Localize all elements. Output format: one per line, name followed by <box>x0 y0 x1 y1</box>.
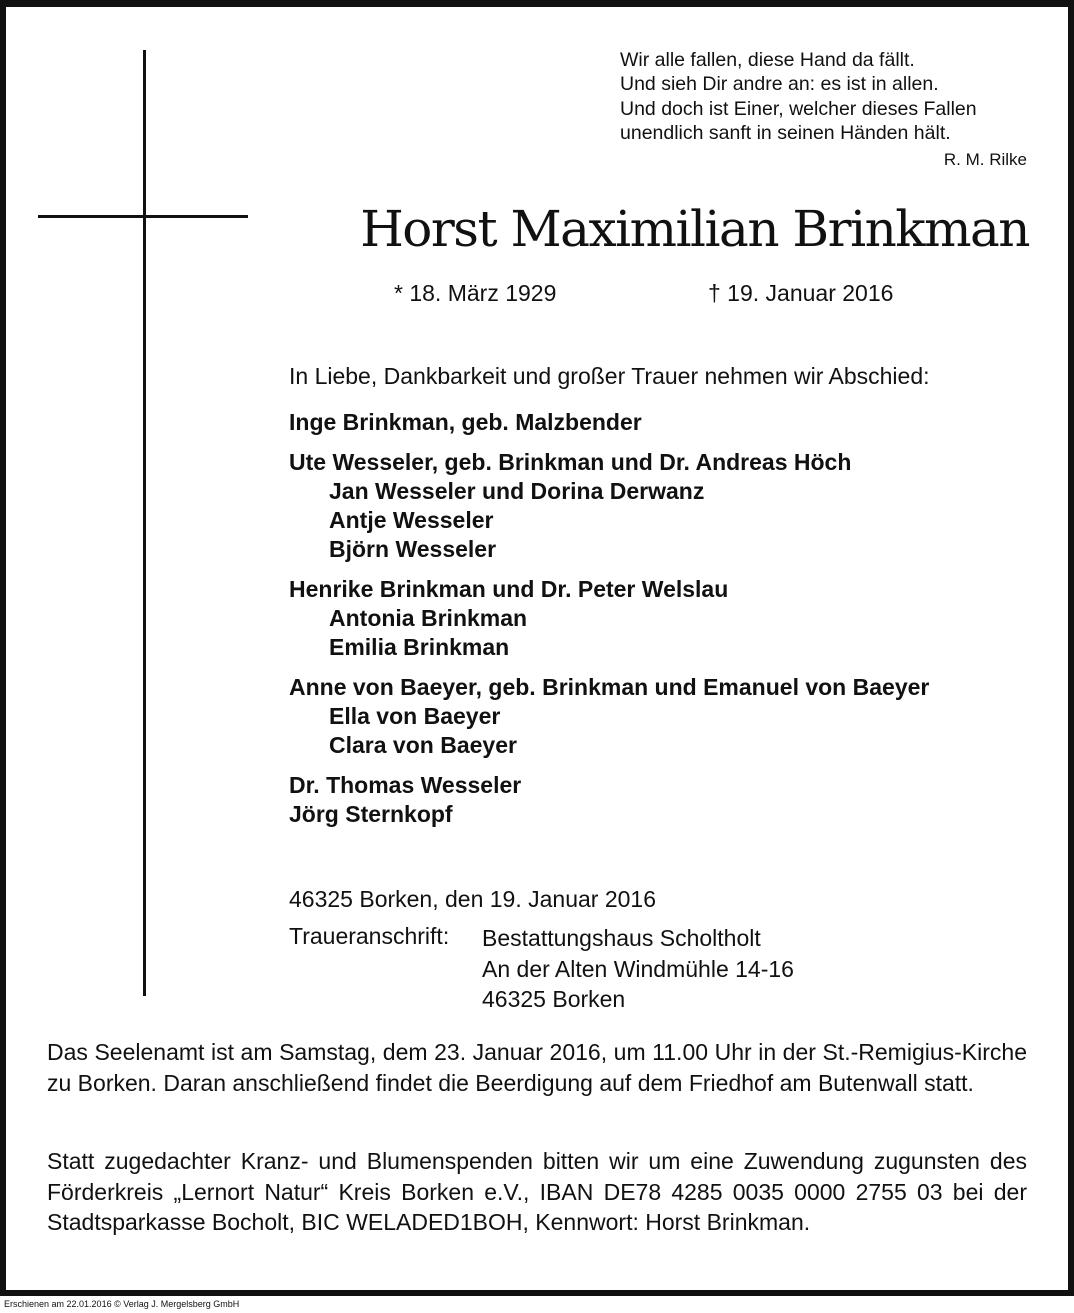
family-group <box>289 771 1049 829</box>
family-list <box>289 408 1049 840</box>
poem-author: R. M. Rilke <box>943 150 1027 169</box>
family-member: Henrike Brinkman und Dr. Peter Welslau <box>289 576 729 602</box>
family-group <box>289 408 1049 437</box>
family-member: Inge Brinkman, geb. Malzbender <box>289 409 642 435</box>
cross-horizontal-bar <box>38 215 248 218</box>
cross-vertical-bar <box>143 50 146 996</box>
poem <box>620 48 1030 145</box>
family-member-child: Clara von Baeyer <box>329 732 517 758</box>
family-member: Dr. Thomas Wesseler <box>289 772 522 798</box>
family-member: Ute Wesseler, geb. Brinkman und Dr. Andreas Höch <box>289 449 852 475</box>
family-group <box>289 448 1049 564</box>
family-member-child: Björn Wesseler <box>329 536 497 562</box>
requiem-notice: Das Seelenamt ist am Samstag, dem 23. Januar 2016, um 11.00 Uhr in der St.-Remigius-Kirche zu Borken. Daran anschließend findet die Beerdigung auf dem Friedhof am Butenwall statt. <box>47 1039 1027 1096</box>
family-member: Anne von Baeyer, geb. Brinkman und Emanuel von Baeyer <box>289 674 930 700</box>
poem-line: Und doch ist Einer, welcher dieses Fallen <box>620 97 977 120</box>
notice-frame-bottom <box>0 1290 1074 1296</box>
family-member-child: Antje Wesseler <box>329 507 494 533</box>
deceased-name: Horst Maximilian Brinkman <box>360 200 1029 258</box>
farewell-intro: In Liebe, Dankbarkeit und großer Trauer nehmen wir Abschied: <box>289 363 930 389</box>
address-line: Bestattungshaus Scholtholt <box>482 925 761 951</box>
address-line: 46325 Borken <box>482 986 626 1012</box>
family-member-child: Emilia Brinkman <box>329 634 510 660</box>
death-date: † 19. Januar 2016 <box>708 280 894 306</box>
family-member: Jörg Sternkopf <box>289 801 453 827</box>
address-line: An der Alten Windmühle 14-16 <box>482 955 794 982</box>
family-member-child: Jan Wesseler und Dorina Derwanz <box>329 478 705 504</box>
family-member-child: Ella von Baeyer <box>329 703 501 729</box>
address-label: Traueranschrift: <box>289 923 450 949</box>
poem-line: Wir alle fallen, diese Hand da fällt. <box>620 49 915 71</box>
place-date: 46325 Borken, den 19. Januar 2016 <box>289 886 657 912</box>
poem-line: Und sieh Dir andre an: es ist in allen. <box>620 73 939 96</box>
mourning-address <box>482 923 794 1015</box>
family-member-child: Antonia Brinkman <box>329 605 528 631</box>
family-group <box>289 673 1049 760</box>
poem-line: unendlich sanft in seinen Händen hält. <box>620 121 951 144</box>
birth-date: * 18. März 1929 <box>394 280 557 306</box>
donation-notice: Statt zugedachter Kranz- und Blumenspenden bitten wir um eine Zuwendung zugunsten des Förderkreis „Lernort Natur“ Kreis Borken e.V., IBAN DE78 4285 0035 0000 2755 03 bei der Stadtsparkasse Bocholt, BIC WELADED1BOH, Kennwort: Horst Brinkman. <box>47 1148 1027 1235</box>
publication-footer: Erschienen am 22.01.2016 © Verlag J. Mergelsberg GmbH <box>4 1299 240 1309</box>
family-group <box>289 575 1049 662</box>
